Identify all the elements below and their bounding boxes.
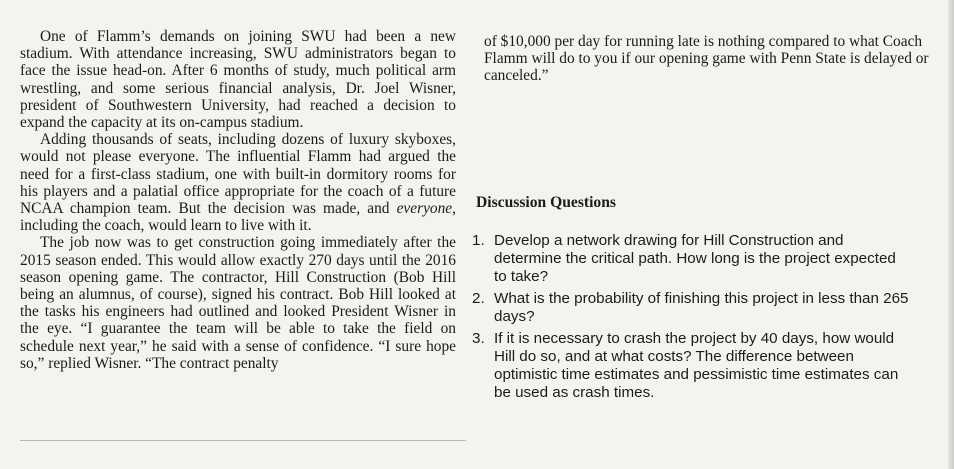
question-number: 1.: [472, 232, 485, 249]
paragraph-luxury-skyboxes: [20, 131, 456, 234]
question-number: 3.: [472, 330, 485, 347]
question-item: [470, 232, 910, 286]
page-edge-shadow: [948, 0, 954, 469]
question-number: 2.: [472, 290, 485, 307]
paragraph-luxury-skyboxes-text: Adding thousands of seats, including dozens of luxury skyboxes, would not please everyone. The influential Flamm had argued the need for a first-class stadium, one with built-in dormitory rooms for his players and a palatial office appropriate for the coach of a future NCAA champion team. But the decision was made, and: [20, 131, 456, 218]
question-item: [470, 290, 910, 326]
discussion-questions-list: [470, 232, 910, 406]
paragraph-stadium-demand: One of Flamm’s demands on joining SWU had been a new stadium. With attendance increasing, SWU administrators began to face the issue head-on. After 6 months of study, much political arm wrestling, and some serious financial analysis, Dr. Joel Wisner, president of Southwestern University, had reached a decision to expand the capacity at its on-campus stadium.: [20, 28, 456, 132]
bottom-divider: [20, 440, 466, 441]
paragraph-contract-penalty: of $10,000 per day for running late is nothing compared to what Coach Flamm will do to you if our opening game with Penn State is delayed or canceled.”: [484, 33, 929, 85]
question-text: If it is necessary to crash the project by 40 days, how would Hill do so, and at what costs? The difference between optimistic time estimates and pessimistic time estimates can be used as crash times.: [494, 330, 899, 401]
paragraph-luxury-skyboxes-tail: , including the coach, would learn to live with it.: [20, 200, 456, 235]
question-text: Develop a network drawing for Hill Construction and determine the critical path. How long is the project expected to take?: [494, 232, 896, 285]
right-column: [484, 33, 934, 85]
emphasis-everyone: everyone: [396, 200, 453, 218]
left-column: [20, 28, 456, 372]
paragraph-construction-job: The job now was to get construction going immediately after the 2015 season ended. This would allow exactly 270 days until the 2016 season opening game. The contractor, Hill Construction (Bob Hill being an alumnus, of course), signed his contract. Bob Hill looked at the tasks his engineers had outlined and looked President Wisner in the eye. “I guarantee the team will be able to take the field on schedule next year,” he said with a sense of confidence. “I sure hope so,” replied Wisner. “The contract penalty: [20, 234, 456, 372]
question-item: [470, 330, 910, 402]
question-text: What is the probability of finishing this project in less than 265 days?: [494, 290, 909, 325]
discussion-questions-heading: Discussion Questions: [476, 194, 616, 211]
